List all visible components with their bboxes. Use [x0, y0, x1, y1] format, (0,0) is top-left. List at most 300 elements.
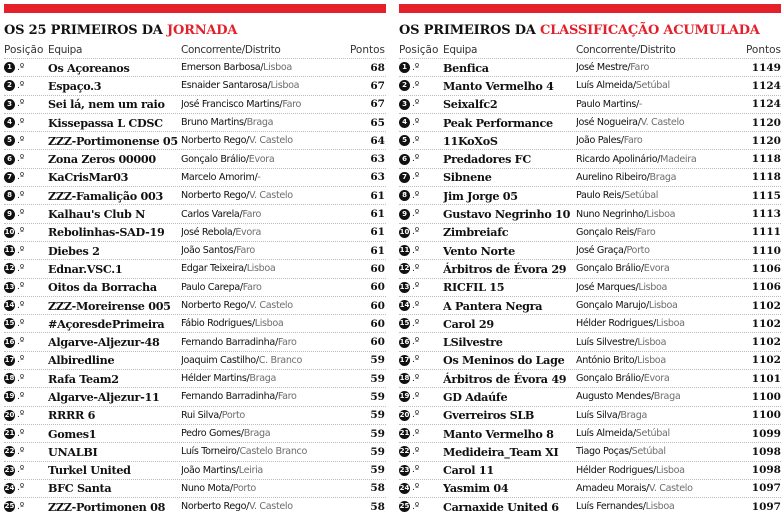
points-value: 59	[370, 427, 385, 440]
table-row	[399, 278, 781, 296]
position-badge: 22	[4, 447, 15, 456]
competitor-name: Gonçalo Marujo	[576, 300, 646, 311]
position-badge: 23	[4, 465, 15, 474]
points-value: 58	[370, 482, 385, 495]
competitor-district: -	[638, 98, 642, 110]
points-value: 63	[370, 153, 385, 166]
competitor-cell	[576, 209, 738, 220]
competitor-cell	[181, 318, 341, 329]
points-value: 1118	[751, 171, 781, 184]
ordinal-suffix: .º	[17, 483, 25, 494]
competitor-cell	[181, 483, 341, 494]
position-badge: 11	[4, 246, 15, 255]
table-row	[399, 296, 781, 314]
team-name: Oitos da Borracha	[48, 280, 157, 295]
team-name: Turkel United	[48, 463, 131, 478]
ordinal-suffix: .º	[17, 410, 25, 421]
competitor-name: Hélder Rodrigues	[576, 318, 654, 330]
points-value: 1102	[751, 299, 781, 312]
team-name: GD Adaúfe	[443, 389, 508, 404]
ordinal-suffix: .º	[412, 318, 420, 329]
classificacao-table-header	[399, 43, 781, 58]
competitor-district: Setúbal	[624, 190, 659, 202]
position-cell	[399, 172, 443, 183]
competitor-name: Norberto Rego	[181, 300, 247, 311]
competitor-cell	[181, 391, 341, 402]
separator: /	[621, 190, 625, 202]
separator: /	[255, 354, 259, 366]
competitor-name: Gonçalo Brálio	[181, 153, 246, 165]
competitor-district: Setúbal	[635, 428, 670, 440]
separator: /	[628, 446, 632, 458]
points-value: 1124	[751, 79, 781, 92]
position-cell	[4, 135, 48, 146]
competitor-district: Lisboa	[655, 318, 685, 330]
competitor-cell	[576, 117, 738, 128]
position-badge: 8	[399, 190, 410, 201]
separator: /	[279, 98, 283, 110]
position-cell	[399, 135, 443, 146]
competitor-name: José Francisco Martins	[181, 98, 280, 110]
separator: /	[229, 482, 233, 494]
points-value: 1113	[751, 208, 781, 221]
position-badge: 4	[399, 117, 410, 128]
team-name: Rebolinhas-SAD-19	[48, 225, 165, 240]
points-value: 65	[370, 116, 385, 129]
ordinal-suffix: .º	[412, 373, 420, 384]
competitor-district: Lisboa	[648, 300, 678, 311]
position-badge: 17	[4, 355, 15, 364]
position-cell	[4, 410, 48, 421]
table-row	[399, 332, 781, 350]
table-row	[399, 314, 781, 332]
position-cell	[399, 227, 443, 238]
competitor-name: João Santos	[181, 245, 234, 257]
position-badge: 2	[4, 80, 15, 91]
table-row	[4, 497, 386, 515]
table-row	[399, 497, 781, 515]
header-position: Posição	[399, 44, 439, 56]
ordinal-suffix: .º	[17, 337, 25, 348]
separator: /	[634, 336, 638, 348]
competitor-cell	[576, 245, 738, 256]
separator: /	[646, 482, 649, 494]
ordinal-suffix: .º	[17, 62, 25, 73]
separator: /	[640, 373, 644, 385]
position-cell	[399, 428, 443, 439]
ordinal-suffix: .º	[412, 410, 420, 421]
separator: /	[632, 80, 636, 92]
competitor-name: Norberto Rego	[181, 190, 247, 202]
points-value: 1100	[751, 409, 781, 422]
team-name: Carol 11	[443, 463, 494, 478]
competitor-cell	[576, 428, 738, 439]
points-value: 61	[370, 189, 385, 202]
competitor-district: Faro	[630, 62, 649, 74]
table-row	[399, 58, 781, 76]
separator: /	[236, 446, 240, 458]
ordinal-suffix: .º	[17, 355, 25, 366]
competitor-cell	[181, 410, 341, 421]
separator: /	[246, 135, 250, 147]
ordinal-suffix: .º	[17, 245, 25, 256]
points-value: 1100	[751, 390, 781, 403]
team-name: Kalhau's Club N	[48, 207, 146, 222]
team-name: Os Meninos do Lage	[443, 353, 565, 368]
separator: /	[650, 391, 654, 403]
position-badge: 3	[399, 99, 410, 110]
position-badge: 12	[4, 264, 15, 273]
competitor-name: João Pales	[576, 135, 621, 147]
position-badge: 25	[4, 502, 15, 511]
team-name: #AçoresdePrimeira	[48, 316, 165, 331]
classificacao-title	[399, 23, 781, 39]
competitor-cell	[576, 373, 738, 384]
ordinal-suffix: .º	[17, 300, 25, 311]
points-value: 64	[370, 134, 385, 147]
points-value: 1102	[751, 354, 781, 367]
position-cell	[399, 318, 443, 329]
ordinal-suffix: .º	[17, 190, 25, 201]
table-row	[399, 406, 781, 424]
separator: /	[617, 409, 621, 421]
position-badge: 14	[399, 301, 410, 309]
competitor-district: V. Castelo	[249, 135, 293, 147]
ordinal-suffix: .º	[17, 373, 25, 384]
competitor-cell	[181, 190, 341, 201]
position-cell	[399, 446, 443, 457]
position-badge: 9	[4, 209, 15, 220]
table-row	[4, 442, 386, 460]
position-badge: 15	[399, 319, 410, 328]
separator: /	[640, 263, 644, 275]
points-value: 59	[370, 372, 385, 385]
position-badge: 2	[399, 80, 410, 91]
team-name: ZZZ-Portimonense 05	[48, 133, 178, 148]
position-cell	[4, 227, 48, 238]
competitor-name: Paulo Carepa	[181, 281, 240, 293]
position-badge: 20	[4, 410, 15, 419]
position-badge: 8	[4, 190, 15, 201]
separator: /	[267, 80, 271, 92]
points-value: 59	[370, 464, 385, 477]
competitor-district: V. Castelo	[249, 190, 293, 202]
position-cell	[399, 99, 443, 110]
separator: /	[246, 501, 250, 513]
ordinal-suffix: .º	[17, 391, 25, 402]
competitor-name: Pedro Gomes	[181, 428, 241, 440]
table-row	[399, 424, 781, 442]
ordinal-suffix: .º	[17, 446, 25, 457]
competitor-district: Faro	[282, 98, 302, 110]
points-value: 67	[370, 79, 385, 92]
ordinal-suffix: .º	[412, 117, 420, 128]
competitor-cell	[181, 117, 341, 128]
separator: /	[642, 501, 646, 513]
table-row	[4, 168, 386, 186]
position-badge: 18	[4, 374, 15, 383]
competitor-name: Norberto Rego	[181, 501, 247, 513]
competitor-district: Braga	[246, 117, 274, 129]
header-team: Equipa	[48, 44, 83, 56]
team-name: Carol 29	[443, 316, 494, 331]
ordinal-suffix: .º	[412, 263, 420, 274]
separator: /	[653, 464, 656, 476]
team-name: Rafa Team2	[48, 371, 119, 386]
ordinal-suffix: .º	[412, 245, 420, 256]
position-badge: 24	[399, 483, 410, 492]
position-cell	[4, 428, 48, 439]
classificacao-title-highlight: CLASSIFICAÇÃO ACUMULADA	[540, 23, 760, 38]
competitor-district: Braga	[649, 171, 677, 183]
competitor-district: Setúbal	[631, 446, 666, 458]
separator: /	[634, 354, 638, 366]
table-row	[399, 204, 781, 222]
separator: /	[246, 190, 250, 202]
jornada-table-body	[4, 58, 386, 515]
ordinal-suffix: .º	[412, 300, 420, 311]
competitor-name: Hélder Martins	[181, 373, 247, 385]
competitor-name: Ricardo Apolinário	[576, 153, 658, 165]
ordinal-suffix: .º	[17, 465, 25, 476]
competitor-district: Lisboa	[246, 263, 276, 275]
competitor-name: Hélder Rodrigues	[576, 464, 654, 476]
team-name: Gverreiros SLB	[443, 408, 535, 423]
team-name: ZZZ-Moreirense 005	[48, 298, 171, 313]
competitor-cell	[576, 410, 738, 421]
competitor-name: Gonçalo Brálio	[576, 263, 641, 275]
ordinal-suffix: .º	[412, 391, 420, 402]
competitor-cell	[181, 282, 341, 293]
competitor-cell	[576, 501, 738, 512]
points-value: 1101	[751, 372, 781, 385]
position-badge: 1	[399, 62, 410, 73]
competitor-cell	[181, 99, 341, 110]
table-row	[4, 223, 386, 241]
points-value: 1097	[751, 482, 781, 495]
header-team: Equipa	[443, 44, 478, 56]
points-value: 1149	[751, 61, 781, 74]
team-name: RICFIL 15	[443, 280, 505, 295]
team-name: LSilvestre	[443, 335, 503, 350]
position-cell	[4, 80, 48, 91]
position-badge: 13	[4, 282, 15, 291]
ordinal-suffix: .º	[17, 318, 25, 329]
team-name: Gustavo Negrinho 10	[443, 207, 571, 222]
table-row	[399, 131, 781, 149]
ordinal-suffix: .º	[412, 135, 420, 146]
ordinal-suffix: .º	[17, 99, 25, 110]
separator: /	[218, 409, 222, 421]
points-value: 58	[370, 500, 385, 513]
position-badge: 23	[399, 465, 410, 474]
team-name: Diebes 2	[48, 243, 100, 258]
position-cell	[399, 355, 443, 366]
competitor-cell	[576, 282, 738, 293]
table-row	[399, 479, 781, 497]
team-name: Zimbreiafc	[443, 225, 509, 240]
competitor-district: Faro	[242, 208, 262, 220]
points-value: 60	[370, 317, 385, 330]
points-value: 68	[370, 61, 385, 74]
competitor-district: Braga	[620, 409, 647, 421]
table-row	[399, 113, 781, 131]
competitor-cell	[181, 154, 341, 165]
ordinal-suffix: .º	[17, 501, 25, 512]
table-row	[4, 406, 386, 424]
competitor-cell	[181, 80, 341, 91]
position-cell	[4, 465, 48, 476]
separator: /	[635, 98, 639, 110]
jornada-panel	[4, 0, 386, 515]
points-value: 1102	[751, 336, 781, 349]
position-cell	[4, 373, 48, 384]
competitor-name: António Brito	[576, 354, 635, 366]
team-name: Seixalfc2	[443, 97, 498, 112]
team-name: Sibnene	[443, 170, 492, 185]
red-top-bar	[399, 4, 781, 13]
team-name: Sei lá, nem um raio	[48, 97, 165, 112]
competitor-cell	[576, 483, 738, 494]
competitor-district: Porto	[221, 409, 245, 421]
competitor-district: Évora	[643, 373, 670, 385]
competitor-cell	[181, 501, 341, 512]
position-cell	[4, 483, 48, 494]
ordinal-suffix: .º	[17, 428, 25, 439]
separator: /	[233, 245, 237, 257]
separator: /	[646, 171, 650, 183]
points-value: 1106	[751, 262, 781, 275]
competitor-district: Lisboa	[263, 62, 292, 74]
ordinal-suffix: .º	[17, 80, 25, 91]
competitor-name: Aurelino Ribeiro	[576, 171, 647, 183]
separator: /	[239, 208, 243, 220]
separator: /	[254, 171, 258, 183]
competitor-district: Porto	[626, 245, 650, 257]
competitor-name: José Graça	[576, 245, 624, 257]
competitor-name: Fábio Rodrigues	[181, 318, 252, 330]
table-row	[399, 442, 781, 460]
points-value: 59	[370, 354, 385, 367]
team-name: Jim Jorge 05	[443, 188, 518, 203]
competitor-name: Emerson Barbosa	[181, 62, 261, 74]
ordinal-suffix: .º	[17, 117, 25, 128]
position-badge: 1	[4, 62, 15, 73]
ordinal-suffix: .º	[17, 172, 25, 183]
competitor-cell	[576, 337, 738, 348]
position-badge: 9	[399, 209, 410, 220]
table-row	[4, 204, 386, 222]
competitor-district: Lisboa	[270, 80, 300, 92]
competitor-cell	[181, 465, 341, 476]
ordinal-suffix: .º	[17, 227, 25, 238]
table-row	[4, 369, 386, 387]
competitor-name: Fernando Barradinha	[181, 391, 275, 403]
separator: /	[246, 300, 250, 311]
separator: /	[239, 281, 243, 293]
separator: /	[657, 153, 661, 165]
position-badge: 4	[4, 117, 15, 128]
competitor-cell	[181, 263, 341, 274]
ordinal-suffix: .º	[412, 465, 420, 476]
position-cell	[4, 245, 48, 256]
table-row	[399, 186, 781, 204]
table-row	[4, 186, 386, 204]
competitor-cell	[181, 172, 341, 183]
ordinal-suffix: .º	[412, 209, 420, 220]
competitor-name: José Nogueira	[576, 117, 638, 129]
competitor-district: Lisboa	[655, 464, 685, 476]
separator: /	[632, 428, 636, 440]
competitor-name: Joaquim Castilho	[181, 354, 256, 366]
separator: /	[274, 336, 278, 348]
table-row	[4, 76, 386, 94]
table-row	[4, 241, 386, 259]
competitor-cell	[576, 172, 738, 183]
position-badge: 24	[4, 483, 15, 492]
competitor-district: V. Castelo	[640, 117, 685, 129]
classificacao-panel	[399, 0, 781, 515]
position-cell	[4, 209, 48, 220]
competitor-cell	[576, 135, 738, 146]
competitor-name: Luís Almeida	[576, 80, 633, 92]
team-name: Albiredline	[48, 353, 115, 368]
separator: /	[645, 300, 649, 311]
separator: /	[235, 464, 239, 476]
points-value: 1098	[751, 464, 781, 477]
competitor-cell	[181, 446, 341, 457]
competitor-district: Setúbal	[635, 80, 670, 92]
competitor-cell	[576, 446, 738, 457]
separator: /	[260, 62, 264, 74]
separator: /	[243, 263, 247, 275]
points-value: 1098	[751, 445, 781, 458]
position-cell	[399, 80, 443, 91]
competitor-district: C. Branco	[258, 354, 302, 366]
ordinal-suffix: .º	[412, 355, 420, 366]
position-badge: 25	[399, 502, 410, 511]
points-value: 60	[370, 299, 385, 312]
competitor-district: V. Castelo	[249, 300, 293, 311]
separator: /	[243, 117, 247, 129]
points-value: 59	[370, 445, 385, 458]
competitor-district: Évora	[248, 153, 275, 165]
points-value: 60	[370, 262, 385, 275]
separator: /	[240, 428, 244, 440]
competitor-name: Paulo Martins	[576, 98, 636, 110]
competitor-name: Tiago Poças	[576, 446, 629, 458]
competitor-cell	[576, 300, 738, 311]
competitor-cell	[576, 355, 738, 366]
position-cell	[399, 62, 443, 73]
position-cell	[4, 446, 48, 457]
position-badge: 11	[399, 246, 410, 255]
table-row	[4, 314, 386, 332]
competitor-cell	[181, 135, 341, 146]
team-name: Árbitros de Évora 29	[443, 261, 567, 276]
position-badge: 17	[399, 355, 410, 364]
ordinal-suffix: .º	[412, 172, 420, 183]
points-value: 59	[370, 390, 385, 403]
table-row	[4, 58, 386, 76]
competitor-cell	[576, 80, 738, 91]
points-value: 1120	[751, 116, 781, 129]
header-points: Pontos	[745, 44, 781, 56]
table-row	[4, 387, 386, 405]
table-row	[4, 278, 386, 296]
points-value: 1120	[751, 134, 781, 147]
classificacao-title-prefix: OS PRIMEIROS DA	[399, 23, 541, 38]
